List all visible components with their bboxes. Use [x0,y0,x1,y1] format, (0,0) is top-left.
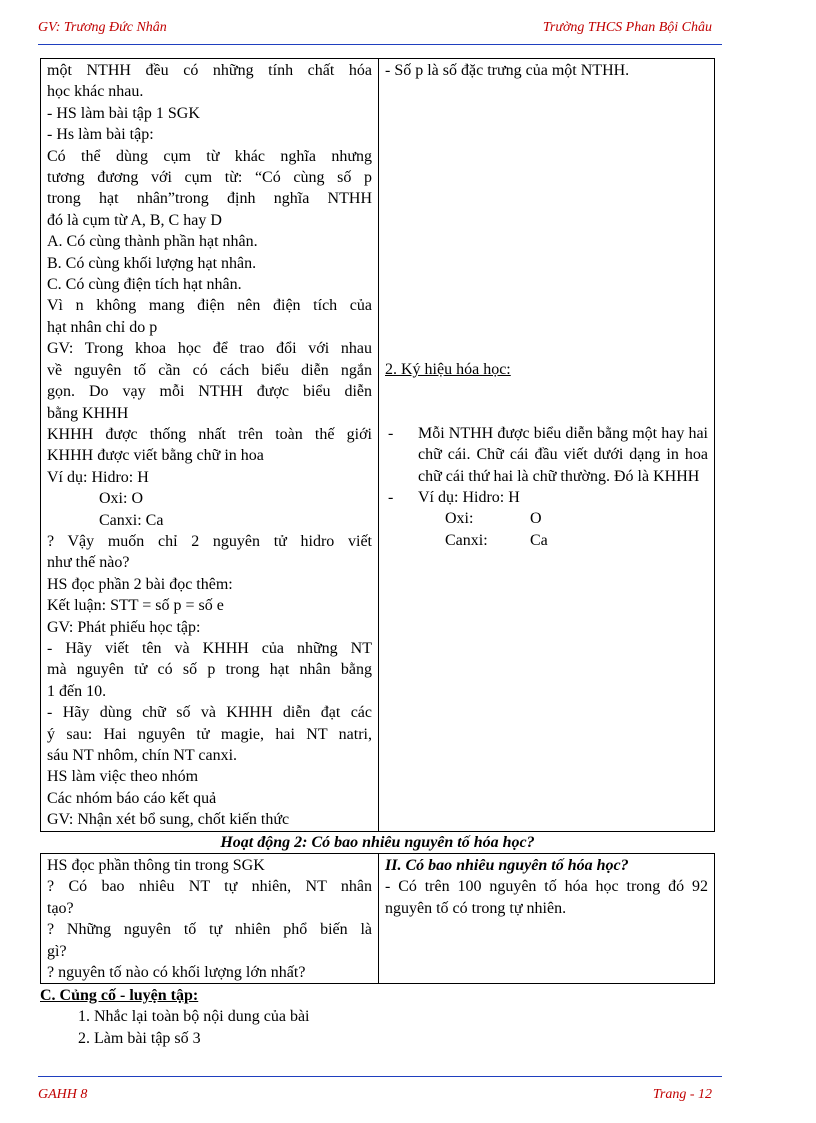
text-line: ? nguyên tố nào có khối lượng lớn nhất? [47,964,306,982]
teacher-student-activity-cell [41,59,379,832]
consolidation-section [40,985,715,1049]
section-heading-symbol: 2. Ký hiệu hóa học: [385,361,511,379]
section-heading-elements: II. Có bao nhiêu nguyên tố hóa học? [385,857,629,874]
text-line: học khác nhau. [47,83,144,101]
bullet-mark: - [388,424,394,442]
text-line: GV: Trong khoa học để trao đổi với nhau [47,340,372,358]
text-line: hạt nhân chỉ do p [47,318,158,336]
page-header [38,20,722,40]
page-number: Trang - 12 [652,1087,712,1102]
footer-subject: GAHH 8 [38,1087,88,1102]
text-line: ý sau: Hai nguyên tử magie, hai NT natri, [47,725,372,743]
text-line: tạo? [47,899,74,917]
text-line: Có thể dùng cụm từ khác nghĩa nhưng [47,147,372,165]
text-line: ? Những nguyên tố tự nhiên phổ biến là [47,921,372,939]
text-line: - HS làm bài tập 1 SGK [47,104,200,122]
lesson-table [40,58,715,832]
text-line: về nguyên tố cần có cách biểu diễn ngắn [47,361,372,379]
example-hidro: Ví dụ: Hidro: H [47,468,149,486]
text-line: trong hạt nhân”trong định nghĩa NTHH [47,190,372,208]
example-oxi-row [385,508,708,529]
text-line: GV: Phát phiếu học tập: [47,618,201,636]
bullet-item [385,487,708,508]
activity-2-right-cell [379,854,715,984]
text-line: - Số p là số đặc trưng của một NTHH. [385,62,630,79]
text-line: như thế nào? [47,554,130,572]
text-line: ? Có bao nhiêu NT tự nhiên, NT nhân [47,878,372,896]
example-label: Ví dụ: Hidro: [418,489,505,507]
list-item: 1. Nhắc lại toàn bộ nội dung của bài [78,1008,310,1026]
footer-divider [38,1076,722,1077]
example-value: Ca [530,531,548,549]
option-c: C. Có cùng điện tích hạt nhân. [47,276,242,294]
option-a: A. Có cùng thành phần hạt nhân. [47,233,258,251]
example-canxi-row [385,530,708,551]
text-line: HS đọc phần thông tin trong SGK [47,857,265,874]
consolidation-heading: C. Củng cố - luyện tập: [40,987,199,1004]
text-line: - Hs làm bài tập: [47,126,154,144]
header-divider [38,44,722,45]
text-line: ? Vậy muốn chỉ 2 nguyên tử hidro viết [47,532,372,550]
example-value: H [508,489,520,507]
bullet-item [385,423,708,487]
page-footer [38,1087,722,1107]
conclusion-line: Kết luận: STT = số p = số e [47,597,224,615]
text-line: KHHH được thống nhất trên toàn thế giới [47,425,372,443]
text-line: Vì n không mang điện nên điện tích của [47,297,372,315]
text-line: - Có trên 100 nguyên tố hóa học trong đó 92 nguyên tố có trong tự nhiên. [385,878,708,917]
example-canxi: Canxi: Ca [99,511,164,529]
text-line: GV: Nhận xét bổ sung, chốt kiến thức [47,811,290,829]
text-line: - Hãy dùng chữ số và KHHH diễn đạt các [47,704,372,722]
text-line: tương đương với cụm từ: “Có cùng số p [47,169,372,187]
list-item: 2. Làm bài tập số 3 [78,1029,201,1047]
text-line: Các nhóm báo cáo kết quả [47,789,217,807]
text-line: 1 đến 10. [47,682,107,700]
text-line: gọn. Do vạy mỗi NTHH được biểu diễn [47,383,372,401]
example-line [418,487,708,508]
bullet-text: Mỗi NTHH được biểu diễn bằng một hay hai chữ cái. Chữ cái đầu viết dưới dạng in hoa chữ cái thứ hai là chữ thường. Đó là KHHH [418,424,708,485]
example-oxi: Oxi: O [99,490,143,508]
text-line: HS làm việc theo nhóm [47,768,199,786]
text-line: HS đọc phần 2 bài đọc thêm: [47,575,233,593]
text-line: sáu NT nhôm, chín NT canxi. [47,747,238,764]
text-line: KHHH được viết bằng chữ in hoa [47,447,264,465]
header-teacher: GV: Trương Đức Nhân [38,20,167,35]
example-label: Canxi: [445,531,488,549]
example-label: Oxi: [445,510,474,528]
text-line: bằng KHHH [47,404,129,422]
header-school: Trường THCS Phan Bội Châu [542,20,712,35]
bullet-mark: - [388,489,394,507]
text-line: - Hãy viết tên và KHHH của những NT [47,639,372,657]
content-cell [379,59,715,832]
text-line: gì? [47,942,67,960]
text-line: một NTHH đều có những tính chất hóa [47,62,372,79]
activity-2-left-cell [41,854,379,984]
example-value: O [530,510,542,528]
text-line: đó là cụm từ A, B, C hay D [47,211,222,229]
activity-2-title: Hoạt động 2: Có bao nhiêu nguyên tố hóa học? [220,834,535,851]
option-b: B. Có cùng khối lượng hạt nhân. [47,254,257,272]
text-line: mà nguyên tử có số p trong hạt nhân bằng [47,661,372,679]
activity-2-table [40,853,715,984]
